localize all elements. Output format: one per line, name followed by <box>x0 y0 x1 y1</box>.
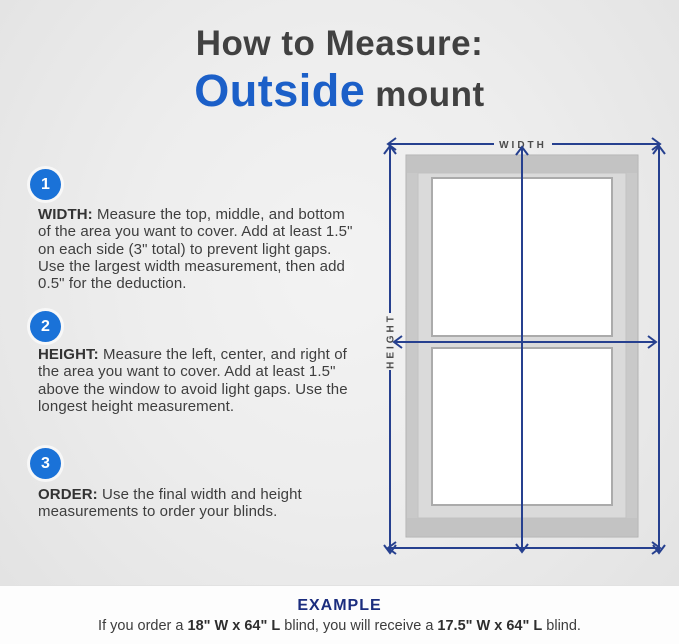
step-3-number: 3 <box>41 454 50 472</box>
window-measure-diagram <box>378 130 675 562</box>
title-block <box>0 24 679 117</box>
step-3-text <box>38 486 360 521</box>
height-arrow-right <box>653 146 665 553</box>
step-2-text <box>38 346 360 415</box>
step-1-number: 1 <box>41 175 50 193</box>
example-received-size: 17.5" W x 64" L <box>437 618 543 634</box>
step-3-body: Use the final width and height measurements to order your blinds. <box>38 486 302 521</box>
example-sentence <box>0 618 679 634</box>
subtitle-rest: mount <box>375 75 485 114</box>
page-subtitle <box>0 65 679 117</box>
step-2-body: Measure the left, center, and right of the area you want to cover. Add at least 1.5" above the window to avoid light gaps. Use the longest height measurement. <box>38 346 348 415</box>
step-2-number: 2 <box>41 317 50 335</box>
step-3-label: ORDER: <box>38 486 98 503</box>
step-1-body: Measure the top, middle, and bottom of the area you want to cover. Add at least 1.5" on each side (3" total) to prevent light gaps. Use the largest width measurement, then add 0.5" for the deduction. <box>38 206 353 293</box>
step-2-badge <box>30 311 61 342</box>
step-3-badge <box>30 448 61 479</box>
example-seg-5: blind. <box>542 618 581 634</box>
step-1-text <box>38 206 360 292</box>
subtitle-highlight: Outside <box>194 65 366 116</box>
example-section <box>0 585 679 644</box>
step-1-badge <box>30 169 61 200</box>
step-2-label: HEIGHT: <box>38 346 99 363</box>
example-heading: EXAMPLE <box>297 597 382 614</box>
step-1-label: WIDTH: <box>38 206 93 223</box>
example-ordered-size: 18" W x 64" L <box>187 618 281 634</box>
height-label: HEIGHT <box>385 313 397 369</box>
example-seg-1: If you order a <box>98 618 188 634</box>
example-seg-3: blind, you will receive a <box>280 618 438 634</box>
width-label: WIDTH <box>499 140 547 151</box>
page-title: How to Measure: <box>195 24 484 63</box>
